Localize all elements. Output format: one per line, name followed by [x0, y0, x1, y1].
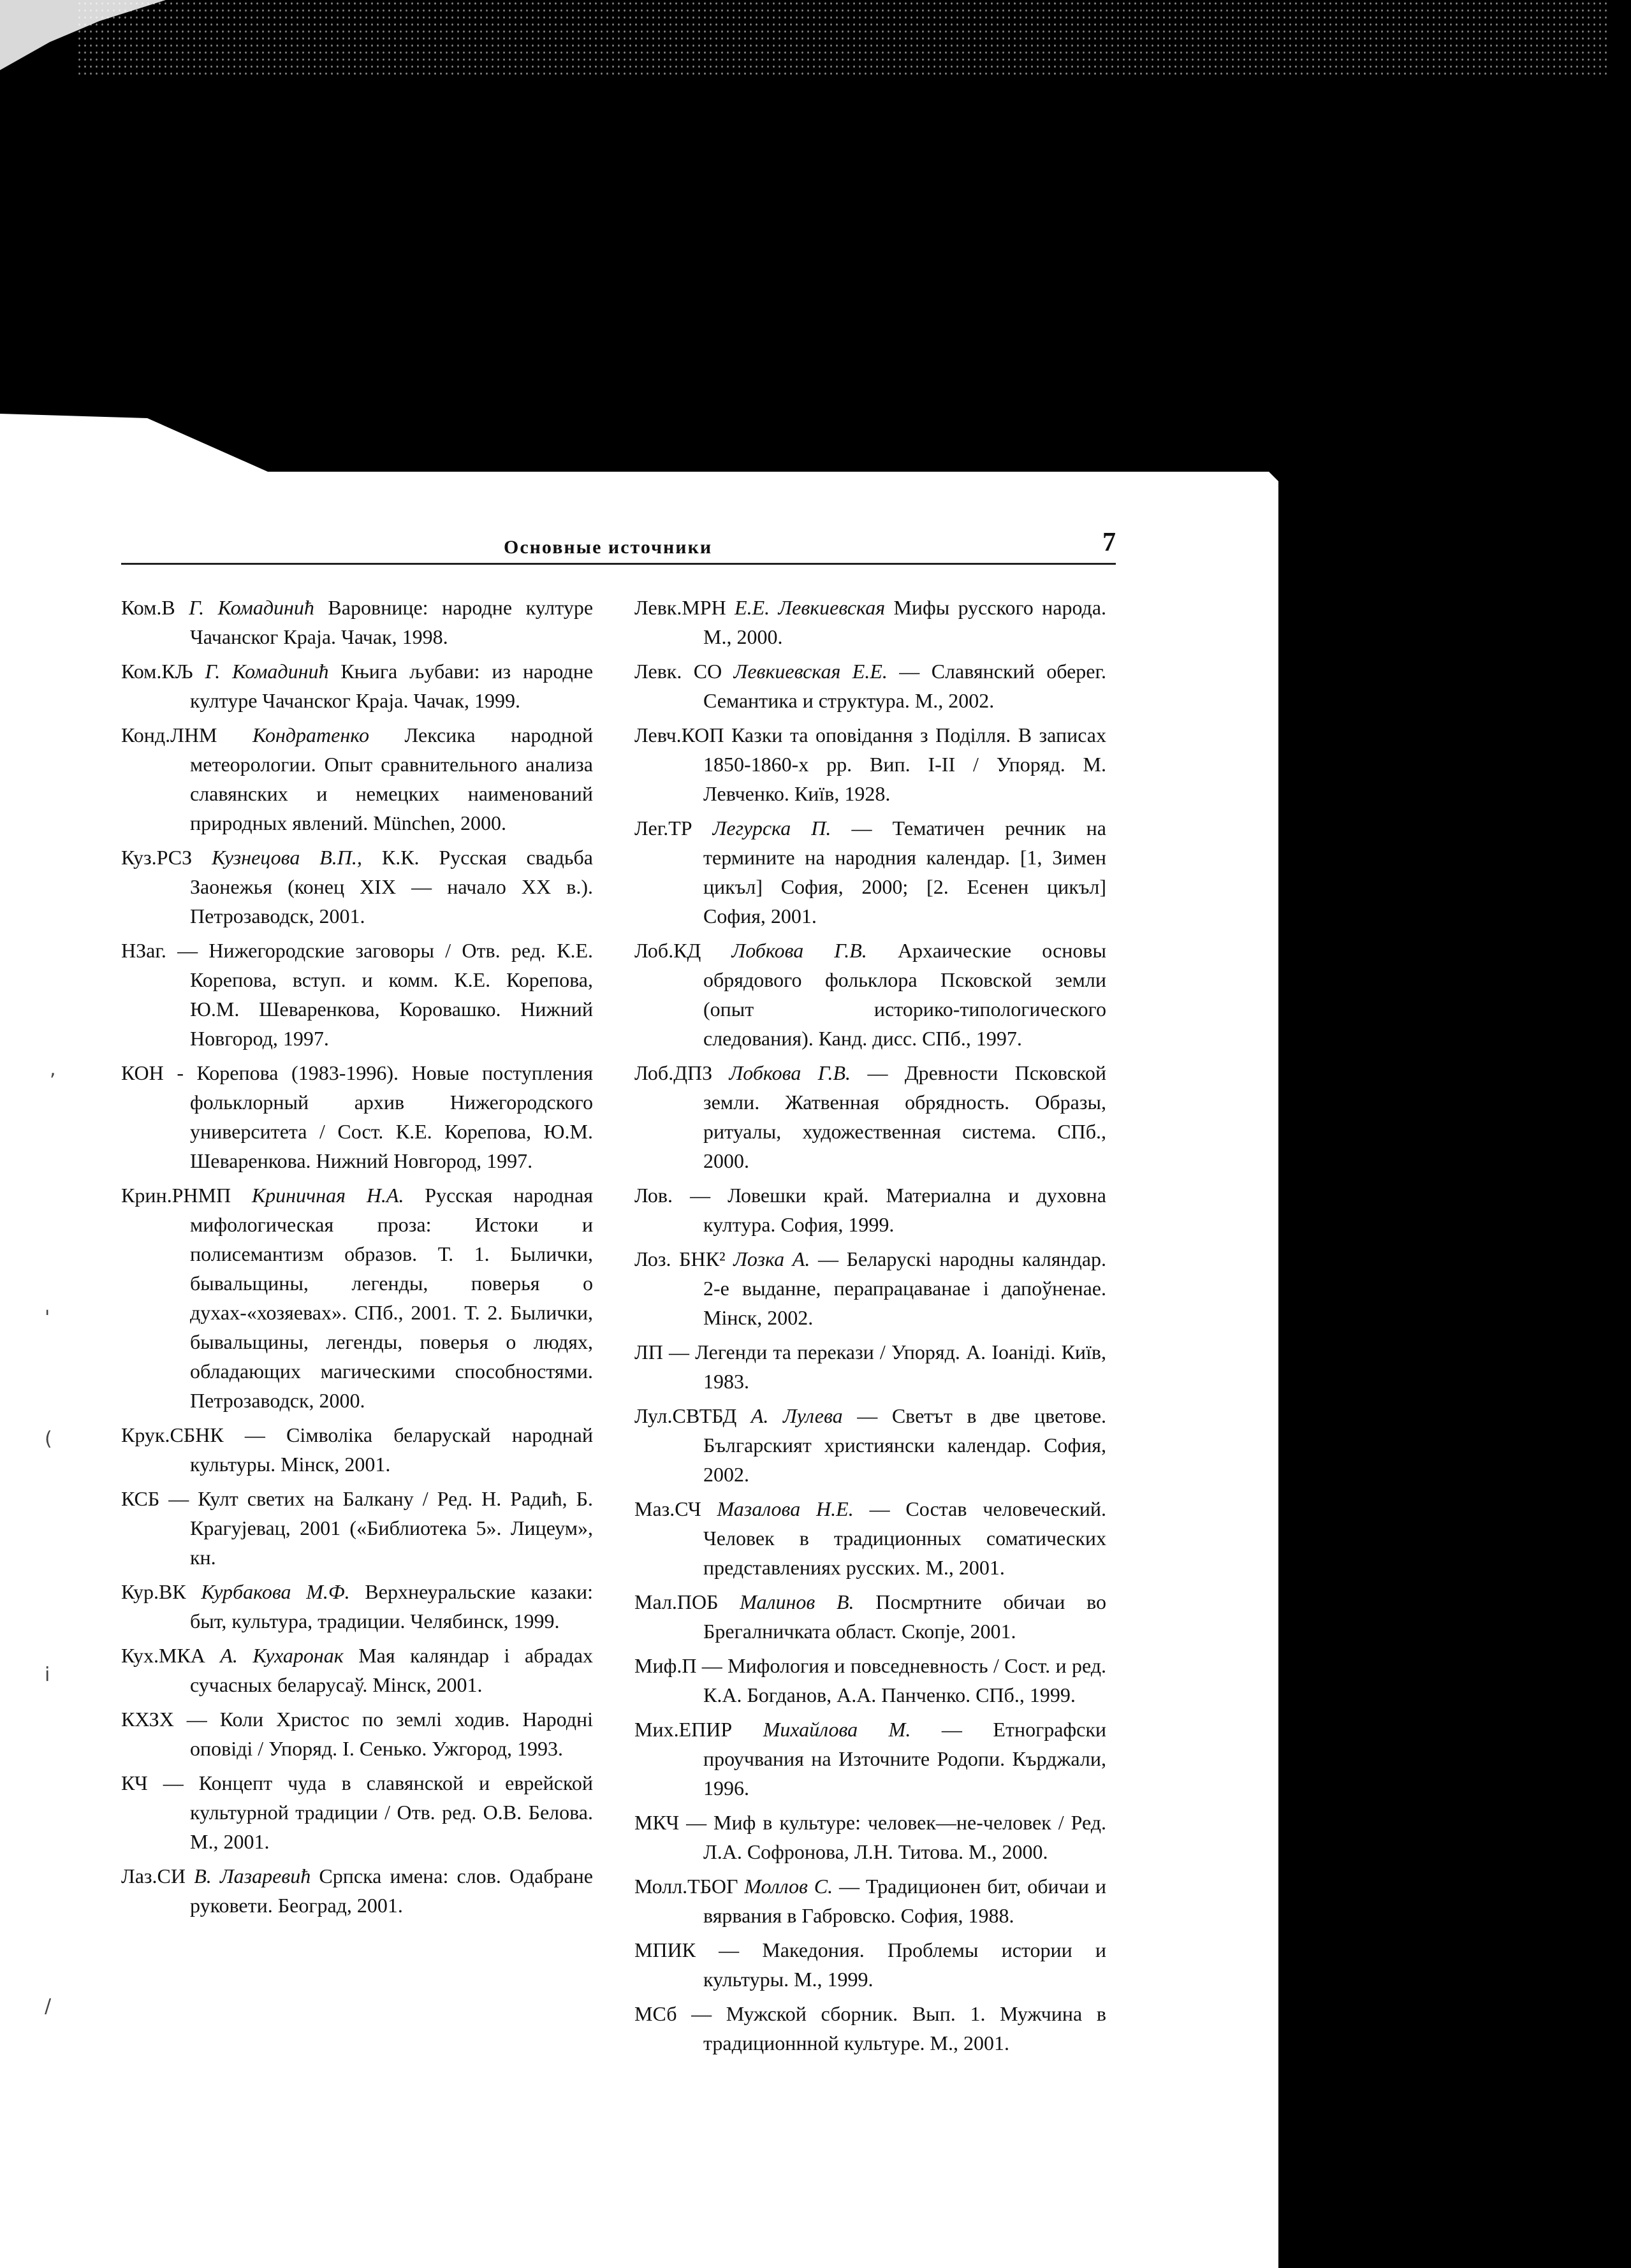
entry-text: — Легенди та перекази / Упоряд. А. Іоаніді. Київ, 1983.: [668, 1341, 1107, 1393]
entry-text: — Светът в две цветове. Българският християнски календар. София, 2002.: [703, 1404, 1107, 1486]
entry-text: — Коли Христос по землі ходив. Народні оповіді / Упоряд. І. Сенько. Ужгород, 1993.: [186, 1708, 594, 1760]
entry-author: Левкиевская Е.Е.: [733, 660, 888, 683]
entry-abbreviation: Крук.СБНК: [121, 1423, 224, 1446]
bibliography-entry: [121, 657, 593, 715]
margin-mark: ': [45, 1307, 50, 1329]
entry-abbreviation: Мих.ЕПИР: [634, 1718, 733, 1741]
bibliography-entry: [634, 1244, 1106, 1332]
entry-author: Е.Е. Левкиевская: [735, 596, 886, 619]
entry-author: Г. Комадинић: [205, 660, 329, 683]
bibliography-entry: [634, 593, 1106, 651]
bibliography-entry: [121, 1484, 593, 1572]
entry-text: Мифы русского народа. М., 2000.: [703, 596, 1107, 648]
entry-abbreviation: Куз.РСЗ: [121, 846, 193, 869]
entry-text: Посмртните обичаи во Брегалничката област. Скопје, 2001.: [703, 1590, 1107, 1643]
entry-author: Михайлова М.: [763, 1718, 911, 1741]
entry-author: А. Лулева: [750, 1404, 843, 1427]
entry-text: - Корепова (1983-1996). Новые поступления фольклорный архив Нижегородского университета / Сост. К.Е. Корепова, Ю.М. Шеваренкова. Нижний Новгород, 1997.: [177, 1061, 594, 1172]
entry-text: К.К. Русская свадьба Заонежья (конец XIX — начало XX в.). Петрозаводск, 2001.: [190, 846, 594, 927]
entry-text: Српска имена: слов. Одабране руковети. Београд, 2001.: [190, 1865, 594, 1917]
bibliography-entry: [121, 1181, 593, 1415]
running-head: [121, 528, 1116, 565]
bibliography-entry: [634, 1058, 1106, 1175]
entry-author: Лобкова Г.В.: [731, 939, 867, 962]
entry-author: Кондратенко: [252, 723, 369, 746]
entry-abbreviation: МПИК: [634, 1938, 696, 1961]
bibliography-entry: [634, 1999, 1106, 2058]
bibliography-entry: [634, 720, 1106, 808]
entry-text: — Беларускі народны каляндар. 2-е выданне, перапрацаванае і дапоўненае. Мінск, 2002.: [703, 1247, 1107, 1329]
bibliography-entry: [121, 1577, 593, 1636]
entry-text: — Концепт чуда в славянской и еврейской культурной традиции / Отв. ред. О.В. Белова. М., 2001.: [163, 1771, 594, 1853]
bibliography-entry: [121, 1768, 593, 1856]
entry-text: Архаические основы обрядового фольклора Псковской земли (опыт историко-типологического следования). Канд. дисс. СПб., 1997.: [703, 939, 1107, 1050]
entry-abbreviation: МСб: [634, 2002, 677, 2025]
entry-author: Моллов С.: [744, 1875, 833, 1898]
entry-text: — Славянский оберег. Семантика и структура. М., 2002.: [703, 660, 1106, 712]
left-column: [121, 593, 593, 1925]
bibliography-entry: [634, 657, 1106, 715]
bibliography-entry: [121, 936, 593, 1053]
scan-shadow-right: [1278, 446, 1631, 2268]
bibliography-entry: [634, 936, 1106, 1053]
entry-text: — Македония. Проблемы истории и культуры. М., 1999.: [703, 1938, 1107, 1991]
entry-text: — Ловешки край. Материална и духовна култура. София, 1999.: [690, 1184, 1107, 1236]
entry-abbreviation: Левч.КОП: [634, 723, 724, 746]
entry-abbreviation: Лов.: [634, 1184, 673, 1207]
entry-abbreviation: Крин.РНМП: [121, 1184, 231, 1207]
margin-mark: (: [45, 1428, 52, 1450]
entry-text: — Етнографски проучвания на Източните Родопи. Кърджали, 1996.: [703, 1718, 1107, 1799]
entry-author: Легурска П.: [712, 817, 831, 840]
bibliography-entry: [634, 1587, 1106, 1646]
bibliography-entry: [634, 1181, 1106, 1239]
scan-noise-dots: [77, 0, 1607, 76]
bibliography-entry: [121, 720, 593, 838]
entry-abbreviation: НЗаг.: [121, 939, 166, 962]
bibliography-entry: [634, 1337, 1106, 1396]
entry-abbreviation: Молл.ТБОГ: [634, 1875, 738, 1898]
entry-author: Криничная Н.А.: [251, 1184, 404, 1207]
entry-abbreviation: Левк.МРН: [634, 596, 726, 619]
entry-text: — Миф в культуре: человек—не-человек / Ред. Л.А. Софронова, Л.Н. Титова. М., 2000.: [686, 1811, 1107, 1863]
entry-text: — Мифология и повседневность / Сост. и ред. К.А. Богданов, А.А. Панченко. СПб., 1999.: [701, 1654, 1107, 1706]
entry-author: Лозка А.: [733, 1247, 810, 1270]
entry-abbreviation: КХЗХ: [121, 1708, 174, 1731]
bibliography-entry: [634, 1872, 1106, 1930]
margin-mark: /: [45, 1995, 52, 2017]
entry-abbreviation: Кур.ВК: [121, 1580, 186, 1603]
entry-text: Верхнеуральские казаки: быт, культура, традиции. Челябинск, 1999.: [190, 1580, 593, 1632]
entry-text: — Тематичен речник на термините на народния календар. [1, Зимен цикъл] София, 2000; [2. Есенен цикъл] София, 2001.: [703, 817, 1107, 927]
entry-author: Курбакова М.Ф.: [201, 1580, 350, 1603]
bibliography-entry: [121, 1641, 593, 1699]
entry-abbreviation: Кух.МКА: [121, 1644, 205, 1667]
entry-abbreviation: МКЧ: [634, 1811, 680, 1834]
bibliography-entry: [121, 593, 593, 651]
right-column: [634, 593, 1106, 2063]
entry-author: В. Лазаревић: [194, 1865, 311, 1887]
entry-author: Мазалова Н.Е.: [717, 1497, 854, 1520]
entry-abbreviation: КОН: [121, 1061, 164, 1084]
margin-mark: ,: [50, 1058, 56, 1080]
entry-abbreviation: КСБ: [121, 1487, 160, 1510]
entry-author: Лобкова Г.В.: [729, 1061, 851, 1084]
entry-text: Казки та оповідання з Поділля. В записах 1850-1860-х рр. Вип. І-ІІ / Упоряд. М. Левченко. Київ, 1928.: [703, 723, 1106, 805]
bibliography-entry: [634, 1808, 1106, 1866]
bibliography-entry: [634, 1651, 1106, 1710]
entry-text: Лексика народной метеорологии. Опыт сравнительного анализа славянских и немецких наименований природных явлений. München, 2000.: [190, 723, 594, 834]
entry-text: — Состав человеческий. Человек в традиционных соматических представлениях русских. М., 2001.: [703, 1497, 1107, 1579]
running-title: Основные источники: [504, 537, 713, 558]
entry-abbreviation: Ком.КЉ: [121, 660, 193, 683]
entry-abbreviation: Миф.П: [634, 1654, 697, 1677]
bibliography-entry: [121, 1058, 593, 1175]
entry-abbreviation: Лоз. БНК²: [634, 1247, 726, 1270]
margin-mark: i: [45, 1664, 50, 1686]
bibliography-entry: [121, 1861, 593, 1920]
bibliography-entry: [121, 1705, 593, 1763]
entry-text: — Древности Псковской земли. Жатвенная обрядность. Образы, ритуалы, художественная система. СПб., 2000.: [703, 1061, 1106, 1172]
entry-abbreviation: ЛП: [634, 1341, 663, 1363]
entry-abbreviation: Конд.ЛНМ: [121, 723, 217, 746]
entry-text: Русская народная мифологическая проза: Истоки и полисемантизм образов. Т. 1. Былички, бывальщины, легенды, поверья о духах-«хозяевах». СПб., 2001. Т. 2. Былички, бывальщины, легенды, поверья о людях, обладающих магическими способностями. Петрозаводск, 2000.: [190, 1184, 594, 1412]
entry-author: А. Кухаронак: [220, 1644, 344, 1667]
entry-abbreviation: Ком.В: [121, 596, 175, 619]
entry-abbreviation: Лул.СВТБД: [634, 1404, 737, 1427]
entry-text: — Мужской сборник. Вып. 1. Мужчина в традиционнной культуре. М., 2001.: [691, 2002, 1107, 2054]
entry-abbreviation: КЧ: [121, 1771, 148, 1794]
bibliography-entry: [634, 1494, 1106, 1582]
entry-text: — Сімволіка беларускай народнай культуры. Мінск, 2001.: [190, 1423, 594, 1476]
entry-abbreviation: Левк. СО: [634, 660, 722, 683]
bibliography-entry: [634, 1935, 1106, 1994]
bibliography-entry: [121, 1420, 593, 1479]
entry-abbreviation: Лоб.КД: [634, 939, 701, 962]
entry-text: Мая каляндар і абрадах сучасных беларусаў. Мінск, 2001.: [190, 1644, 594, 1696]
bibliography-entry: [634, 1715, 1106, 1803]
entry-author: Кузнецова В.П.,: [212, 846, 362, 869]
bibliography-entry: [121, 843, 593, 931]
entry-text: Варовнице: народне културе Чачанског Краја. Чачак, 1998.: [190, 596, 594, 648]
page-number: 7: [1102, 528, 1116, 557]
entry-author: Малинов В.: [740, 1590, 854, 1613]
entry-author: Г. Комадинић: [189, 596, 314, 619]
entry-abbreviation: Маз.СЧ: [634, 1497, 701, 1520]
entry-abbreviation: Лег.ТР: [634, 817, 692, 840]
entry-text: — Култ светих на Балкану / Ред. Н. Радић, Б. Крагујевац, 2001 («Библиотека 5». Лицеум», кн.: [168, 1487, 594, 1569]
bibliography-entry: [634, 1401, 1106, 1489]
entry-abbreviation: Лаз.СИ: [121, 1865, 186, 1887]
entry-text: Књига љубави: из народне културе Чачанског Краја. Чачак, 1999.: [190, 660, 594, 712]
entry-text: — Нижегородские заговоры / Отв. ред. К.Е. Корепова, вступ. и комм. К.Е. Корепова, Ю.М. Шеваренкова, Коровашко. Нижний Новгород, 1997.: [177, 939, 593, 1050]
entry-text: — Традиционен бит, обичаи и вярвания в Габровско. София, 1988.: [703, 1875, 1107, 1927]
entry-abbreviation: Мал.ПОБ: [634, 1590, 719, 1613]
entry-abbreviation: Лоб.ДПЗ: [634, 1061, 713, 1084]
bibliography-entry: [634, 813, 1106, 931]
